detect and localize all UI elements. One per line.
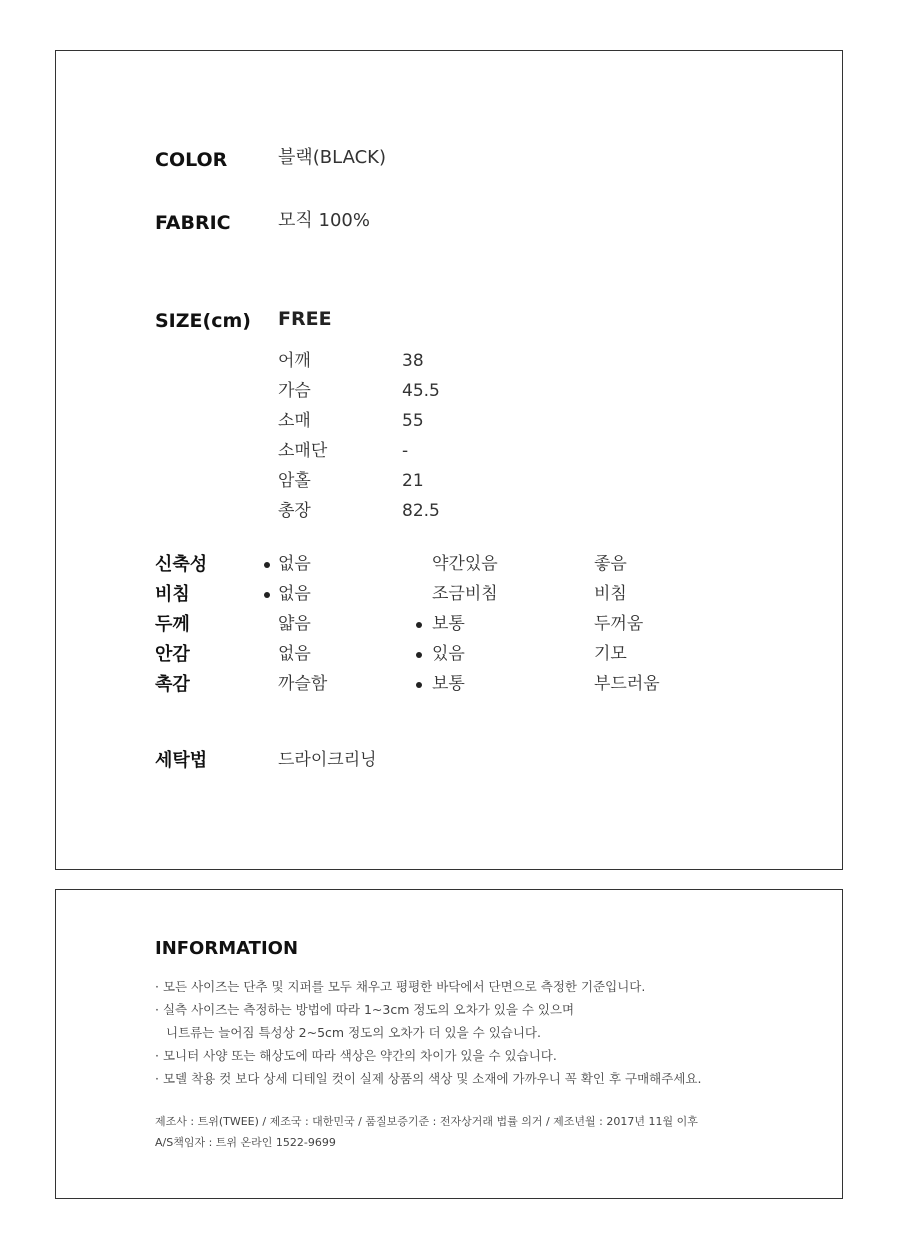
wash-label: 세탁법 [155,750,208,771]
size-row-name: 소매단 [278,441,328,461]
spec-panel [55,50,843,870]
color-label: COLOR [155,149,228,171]
info-note: · 모델 착용 컷 보다 상세 디테일 컷이 실제 상품의 색상 및 소재에 가까우니 꼭 확인 후 구매해주세요. [155,1071,702,1086]
size-row-name: 가슴 [278,381,311,401]
fabric-value: 모직 100% [278,210,370,231]
size-option: FREE [278,308,332,330]
rating-option: 두꺼움 [594,614,644,634]
size-row-value: 21 [402,471,424,491]
information-title: INFORMATION [155,938,299,959]
size-row-value: 55 [402,411,424,431]
size-row-name: 총장 [278,501,311,521]
rating-option: 보통 [432,614,465,634]
size-row-value: 38 [402,351,424,371]
rating-option: 좋음 [594,554,627,574]
rating-option: 없음 [278,554,311,574]
information-panel [55,889,843,1199]
rating-option: 조금비침 [432,584,498,604]
size-row-name: 소매 [278,411,311,431]
size-row-name: 암홀 [278,471,311,491]
size-row-value: - [402,441,409,461]
rating-label-texture: 촉감 [155,674,190,695]
rating-option: 없음 [278,644,311,664]
info-note: 니트류는 늘어짐 특성상 2~5cm 정도의 오차가 더 있을 수 있습니다. [166,1025,541,1040]
rating-label-lining: 안감 [155,644,190,665]
manufacturer-info: 제조사 : 트위(TWEE) / 제조국 : 대한민국 / 품질보증기준 : 전자상거래 법률 의거 / 제조년월 : 2017년 11월 이후 [155,1115,698,1128]
info-note: · 모든 사이즈는 단추 및 지퍼를 모두 채우고 평평한 바닥에서 단면으로 측정한 기준입니다. [155,979,646,994]
rating-option: 보통 [432,674,465,694]
info-note: · 실측 사이즈는 측정하는 방법에 따라 1~3cm 정도의 오차가 있을 수 있으며 [155,1002,575,1017]
rating-option: 까슬함 [278,674,328,694]
fabric-label: FABRIC [155,212,231,234]
color-value: 블랙(BLACK) [278,147,386,168]
rating-label-thickness: 두께 [155,614,190,635]
rating-option: 비침 [594,584,627,604]
size-row-value: 82.5 [402,501,440,521]
info-note: · 모니터 사양 또는 해상도에 따라 색상은 약간의 차이가 있을 수 있습니다. [155,1048,557,1063]
selected-dot-icon [416,622,422,628]
rating-option: 부드러움 [594,674,660,694]
size-row-value: 45.5 [402,381,440,401]
size-label: SIZE(cm) [155,310,251,332]
rating-label-stretch: 신축성 [155,554,208,575]
selected-dot-icon [416,682,422,688]
selected-dot-icon [264,592,270,598]
rating-label-sheerness: 비침 [155,584,190,605]
as-contact-info: A/S책임자 : 트위 온라인 1522-9699 [155,1136,336,1149]
rating-option: 약간있음 [432,554,498,574]
rating-option: 기모 [594,644,627,664]
rating-option: 없음 [278,584,311,604]
selected-dot-icon [264,562,270,568]
selected-dot-icon [416,652,422,658]
wash-value: 드라이크리닝 [278,750,377,770]
size-row-name: 어깨 [278,351,311,371]
rating-option: 있음 [432,644,465,664]
rating-option: 얇음 [278,614,311,634]
